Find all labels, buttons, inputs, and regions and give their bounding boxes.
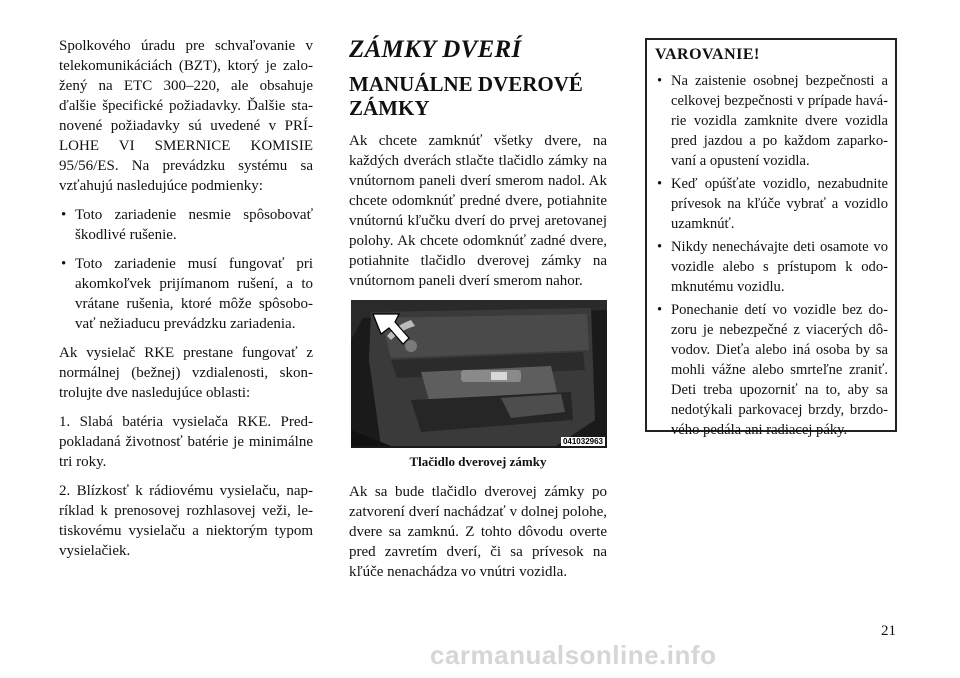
warning-title: VAROVANIE! [655,46,760,63]
watermark: carmanualsonline.info [430,640,717,670]
numbered-item-2: 2. Blízkosť k rádiovému vysielaču, napríklad k prenosovej rozhlasovej veži, letiskovému vysielaču a niektorým typom vysielačiek. [59,483,313,559]
lock-button-paragraph: Ak sa bude tlačidlo dverovej zámky po zatvorení dverí nachádzať v dolnej polohe, dvere sa zamknú. Z tohto dôvodu overte pred zavretím dverí, či sa prívesok na kľúče nenachádza vo vnútri vozidla. [349,484,607,580]
figure-caption: Tlačidlo dverovej zámky [409,454,547,469]
rke-paragraph: Ak vysielač RKE prestane fungovať z normálnej (bežnej) vzdialenosti, skontrolujte dve nasledujúce oblasti: [59,345,313,401]
warning-list [655,71,888,440]
list-item: • Na zaistenie osobnej bezpečnosti a celkovej bezpečnosti v prípade havárie vozidla zamknite dvere vozidla pred jazdou a po každom zaparkovaní a opustení vozidla. [655,71,888,171]
list-item: • Nikdy nenechávajte deti osamote vo vozidle alebo s prístupom k odomknutému vozidlu. [655,237,888,297]
subsection-title: MANUÁLNE DVEROVÉ ZÁMKY [349,72,583,120]
door-panel-illustration [351,300,607,448]
intro-paragraph: Spolkového úradu pre schvaľovanie v telekomunikáciách (BZT), ktorý je založený na ETC 300–220, ale obsahuje ďalšie špecifické požiadavky. Ďalšie stanovené požiadavky sú uvedené v PRÍLOHE VI SMERNICE KOMISIE 95/56/ES. Na prevádzku systému sa vzťahujú nasledujúce podmienky: [59,38,313,194]
page-number: 21 [881,623,896,639]
list-item: • Ponechanie detí vo vozidle bez dozoru je nebezpečné z viacerých dôvodov. Dieťa alebo iná osoba by sa mohli vážne alebo smrteľne zraniť. Deti treba upozorniť na to, aby sa nedotýkali parkovacej brzdy, brzdového pedála ani radiacej páky. [655,300,888,440]
left-column [59,36,313,561]
figure-code: 041032963 [562,437,603,446]
middle-column [349,36,607,582]
list-item: • Toto zariadenie musí fungovať pri akomkoľvek prijímanom rušení, a to vrátane rušenia, ktoré môže spôsobovať nežiaducu prevádzku zariadenia. [59,254,313,334]
manual-locks-paragraph: Ak chcete zamknúť všetky dvere, na každých dverách stlačte tlačidlo zámky na vnútornom paneli dverí smerom nadol. Ak chcete odomknúť predné dvere, potiahnite vnútornú kľučku dverí do prvej aretovanej polohy. Ak chcete odomknúť zadné dvere, potiahnite tlačidlo dverovej zámky na vnútornom paneli dverí smerom nahor. [349,133,607,289]
list-item: • Keď opúšťate vozidlo, nezabudnite prívesok na kľúče vybrať a vozidlo uzamknúť. [655,174,888,234]
warning-box [645,38,897,438]
section-title: ZÁMKY DVERÍ [349,36,522,63]
conditions-list [59,205,313,334]
numbered-item-1: 1. Slabá batéria vysielača RKE. Predpokladaná životnosť batérie je minimálne tri roky. [59,414,313,470]
list-item: • Toto zariadenie nesmie spôsobovať škodlivé rušenie. [59,205,313,245]
door-lock-figure [351,300,607,448]
